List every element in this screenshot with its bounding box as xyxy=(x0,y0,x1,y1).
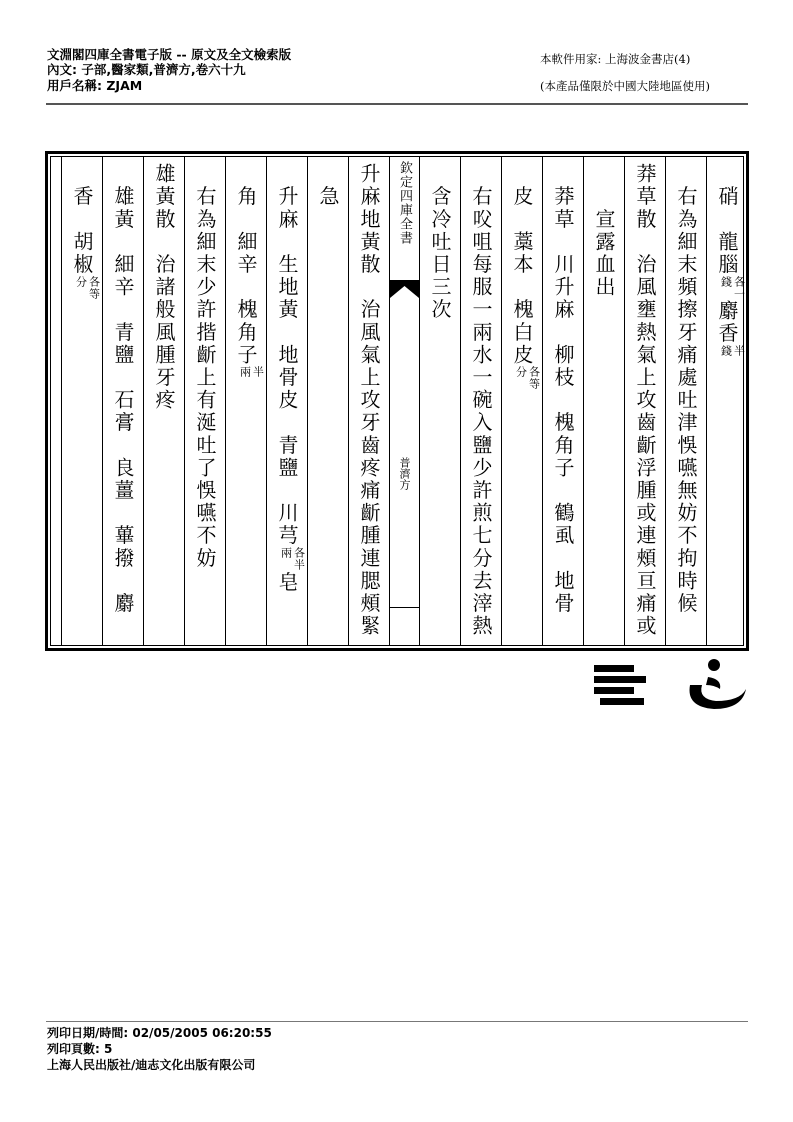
column-text xyxy=(420,163,460,649)
text-column xyxy=(184,157,225,645)
text-column xyxy=(542,157,583,645)
text-column xyxy=(307,157,348,645)
column-text xyxy=(707,163,747,649)
footer-pages: 列印頁數: 5 xyxy=(47,1042,113,1056)
column-text xyxy=(267,163,307,649)
interlinear-note xyxy=(280,547,306,571)
text-column xyxy=(102,157,143,645)
logo-swirl-icon xyxy=(690,659,747,709)
text-frame xyxy=(45,151,749,651)
main-text: 右㕮咀每服一兩水一碗入鹽少許煎七分去滓熱 xyxy=(469,185,493,638)
column-text xyxy=(543,163,583,649)
text-column xyxy=(665,157,706,645)
text-column xyxy=(583,157,624,645)
note-line: 各等 xyxy=(527,366,541,391)
note-line: 錢 xyxy=(719,276,733,289)
note-line: 分 xyxy=(514,366,528,379)
footer-divider xyxy=(46,1021,748,1022)
main-text: 升麻 生地黃 地骨皮 青鹽 川芎 xyxy=(275,185,299,548)
text-column xyxy=(143,157,184,645)
interlinear-note xyxy=(720,345,746,357)
interlinear-note xyxy=(75,276,101,300)
column-text xyxy=(584,163,624,649)
note-line: 各等 xyxy=(87,276,101,301)
note-line: 半 xyxy=(251,366,265,379)
note-line: 兩 xyxy=(238,366,252,379)
main-text: 急 xyxy=(316,185,340,209)
main-text: 右為細末頻擦牙痛處吐津悞嚥無妨不拘時候 xyxy=(674,185,698,616)
publisher-logo xyxy=(590,655,750,717)
note-line: 各半 xyxy=(292,547,306,572)
header-licensee: 本軟件用家: 上海波金書店(4) xyxy=(540,52,691,66)
fish-tail-mark-icon xyxy=(390,280,419,298)
main-text: 香 胡椒 xyxy=(70,185,94,277)
column-text xyxy=(103,163,143,649)
text-column xyxy=(348,157,389,645)
interlinear-note xyxy=(720,276,746,300)
column-container xyxy=(50,156,744,646)
note-line: 半 xyxy=(732,345,746,358)
main-text: 右為細末少許揩齗上有涎吐了悞嚥不妨 xyxy=(193,185,217,570)
note-line: 錢 xyxy=(719,345,733,358)
header-restriction: (本產品僅限於中國大陸地區使用) xyxy=(540,79,710,93)
interlinear-note xyxy=(239,366,265,378)
text-column xyxy=(419,157,460,645)
banxin-title: 欽定四庫全書 xyxy=(397,161,412,245)
note-line: 兩 xyxy=(279,547,293,560)
column-text xyxy=(308,163,348,649)
text-column xyxy=(266,157,307,645)
text-column xyxy=(706,157,747,645)
header-content: 內文: 子部,醫家類,普濟方,卷六十九 xyxy=(47,62,246,77)
main-text: 莽草散 治風壅熱氣上攻齒齗浮腫或連頰亘痛或 xyxy=(633,163,657,638)
main-text: 莽草 川升麻 柳枝 槐角子 鶴虱 地骨 xyxy=(551,185,575,616)
logo-stripes-icon xyxy=(594,665,646,705)
main-text: 雄黃散 治諸般風腫牙疼 xyxy=(152,163,176,412)
column-text xyxy=(666,163,706,649)
main-text: 含冷吐日三次 xyxy=(428,185,452,322)
column-text xyxy=(349,163,389,649)
column-text xyxy=(226,163,266,649)
text-column xyxy=(225,157,266,645)
column-text xyxy=(62,163,102,649)
banxin-divider xyxy=(390,607,419,608)
main-text: 宣露血出 xyxy=(592,208,616,299)
main-text: 角 細辛 槐角子 xyxy=(234,185,258,367)
header-divider xyxy=(46,103,748,105)
banxin-book-name: 普濟方 xyxy=(398,457,411,490)
footer-publisher: 上海人民出版社/迪志文化出版有限公司 xyxy=(47,1058,256,1072)
footer-print-time: 列印日期/時間: 02/05/2005 06:20:55 xyxy=(47,1026,272,1040)
main-text: 皮 藁本 槐白皮 xyxy=(510,185,534,367)
column-text xyxy=(502,163,542,649)
column-text xyxy=(625,163,665,649)
main-text: 皂 xyxy=(275,571,299,594)
note-line: 分 xyxy=(74,276,88,289)
column-text xyxy=(144,163,184,649)
text-column xyxy=(624,157,665,645)
main-text: 硝 龍腦 xyxy=(715,185,739,277)
text-column xyxy=(61,157,102,645)
banxin-center-column xyxy=(389,157,419,645)
interlinear-note xyxy=(515,366,541,390)
main-text: 麝香 xyxy=(715,300,739,346)
column-text xyxy=(185,163,225,649)
column-text xyxy=(461,163,501,649)
main-text: 雄黃 細辛 青鹽 石膏 良薑 蓽撥 麝 xyxy=(111,185,135,616)
text-column xyxy=(460,157,501,645)
main-text: 升麻地黃散 治風氣上攻牙齒疼痛齗腫連腮頰緊 xyxy=(357,163,381,638)
text-column xyxy=(501,157,542,645)
header-user: 用戶名稱: ZJAM xyxy=(47,78,143,93)
note-line: 各一 xyxy=(732,276,746,301)
header-title: 文淵閣四庫全書電子版 -- 原文及全文檢索版 xyxy=(47,47,292,62)
